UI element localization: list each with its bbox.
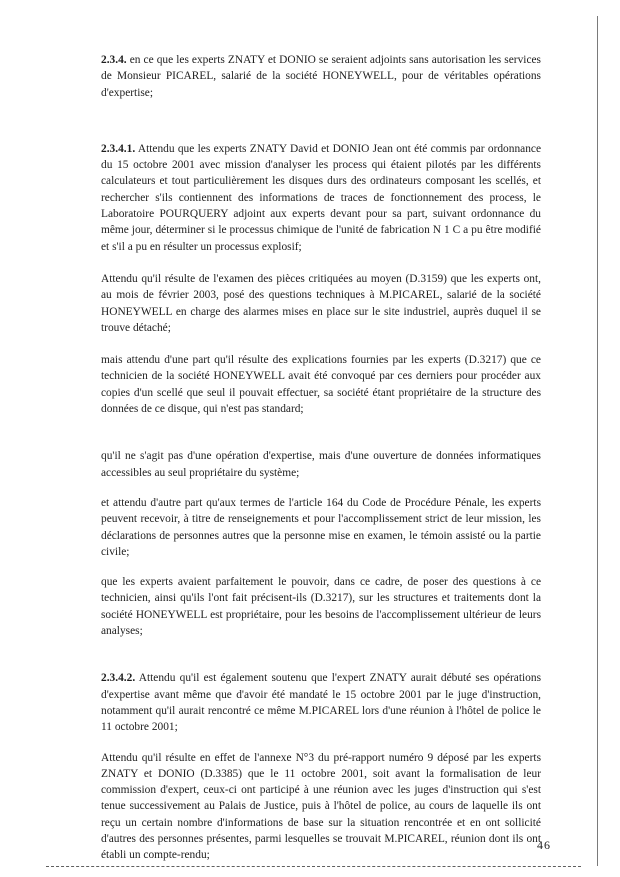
paragraph: [101, 495, 541, 560]
section-number: 2.3.4.1.: [101, 142, 136, 155]
section-number: 2.3.4.2.: [101, 672, 136, 685]
paragraph-text: Attendu que les experts ZNATY David et DONIO Jean ont été commis par ordonnance du 15 octobre 2001 avec mission d'analyser les process qui étaient pilotés par les différents calculateurs et tout particulièrement les disques durs des ordinateurs composant les scellés, et rechercher s'ils contiennent des informations de traces de fonctionnement des process, le Laboratoire POURQUERY adjoint aux experts devant pour sa part, suivant ordonnance du même jour, déterminer si le processus chimique de l'unité de fabrication N 1 C a pu être modifié et s'il a pu en résulter un processus explosif;: [101, 142, 542, 253]
page-number: 46: [537, 838, 551, 852]
section-number: 2.3.4.: [101, 54, 127, 66]
paragraph-text: et attendu d'autre part qu'aux termes de l'article 164 du Code de Procédure Pénale, les experts peuvent recevoir, à titre de renseignements et pour l'accomplissement strict de leur mission, les déclarations de personnes autres que la personne mise en examen, le témoin assisté ou la partie civile;: [101, 496, 541, 558]
document-body: [101, 52, 541, 864]
paragraph: [101, 448, 541, 481]
paragraph-2-3-4: [101, 52, 541, 101]
paragraph-text: Attendu qu'il est également soutenu que l'expert ZNATY aurait débuté ses opérations d'expertise avant même que d'avoir été mandaté le 15 octobre 2001 par le juge d'instruction, notamment qu'il aurait rencontré ce même M.PICAREL lors d'une réunion à l'hôtel de police le 11 octobre 2001;: [101, 672, 542, 734]
paragraph-text: Attendu qu'il résulte de l'examen des pièces critiquées au moyen (D.3159) que les experts ont, au mois de février 2003, posé des questions techniques à M.PICAREL, salarié de la société HONEYWELL en charge des alarmes mises en place sur le site industriel, auprès duquel il se trouve détaché;: [101, 272, 541, 334]
paragraph-text: qu'il ne s'agit pas d'une opération d'expertise, mais d'une ouverture de données informatiques accessibles au seul propriétaire du système;: [101, 450, 541, 479]
paragraph-2-3-4-1: [101, 141, 541, 255]
paragraph: [101, 271, 541, 336]
paragraph-text: Attendu qu'il résulte en effet de l'annexe N°3 du pré-rapport numéro 9 déposé par les experts ZNATY et DONIO (D.3385) que le 11 octobre 2001, soit avant la formalisation de leur commission d'expert, ceux-ci ont participé à une réunion avec les juges d'instruction qui s'est tenue successivement au Palais de Justice, puis à l'hôtel de police, au cours de laquelle ils ont reçu un certain nombre d'informations de base sur la situation rencontrée et en ont sollicité d'autres des personnes présentes, parmi lesquelles se trouvait M.PICAREL, réunion dont ils ont établi un compte-rendu;: [101, 751, 541, 862]
paragraph-2-3-4-2: [101, 670, 541, 735]
paragraph-text: en ce que les experts ZNATY et DONIO se seraient adjoints sans autorisation les services de Monsieur PICAREL, salarié de la société HONEYWELL, pour de véritables opérations d'expertise;: [101, 54, 541, 99]
paragraph: [101, 750, 541, 864]
scan-edge-line: [597, 16, 598, 866]
paragraph: [101, 574, 541, 639]
paragraph: [101, 352, 541, 417]
scan-bottom-artifact: [46, 866, 581, 867]
paragraph-text: mais attendu d'une part qu'il résulte des explications fournies par les experts (D.3217) que ce technicien de la société HONEYWELL avait été convoqué par ces derniers pour procéder aux copies d'un scellé que seul il pouvait effectuer, sa société étant propriétaire de la structure des données de ce disque, qui n'est pas standard;: [101, 354, 541, 416]
paragraph-text: que les experts avaient parfaitement le pouvoir, dans ce cadre, de poser des questions à ce technicien, ainsi qu'ils l'ont fait précisent-ils (D.3217), sur les structures et traitements dont la société HONEYWELL est propriétaire, pour les besoins de l'accomplissement ultérieur de leurs analyses;: [101, 576, 541, 638]
